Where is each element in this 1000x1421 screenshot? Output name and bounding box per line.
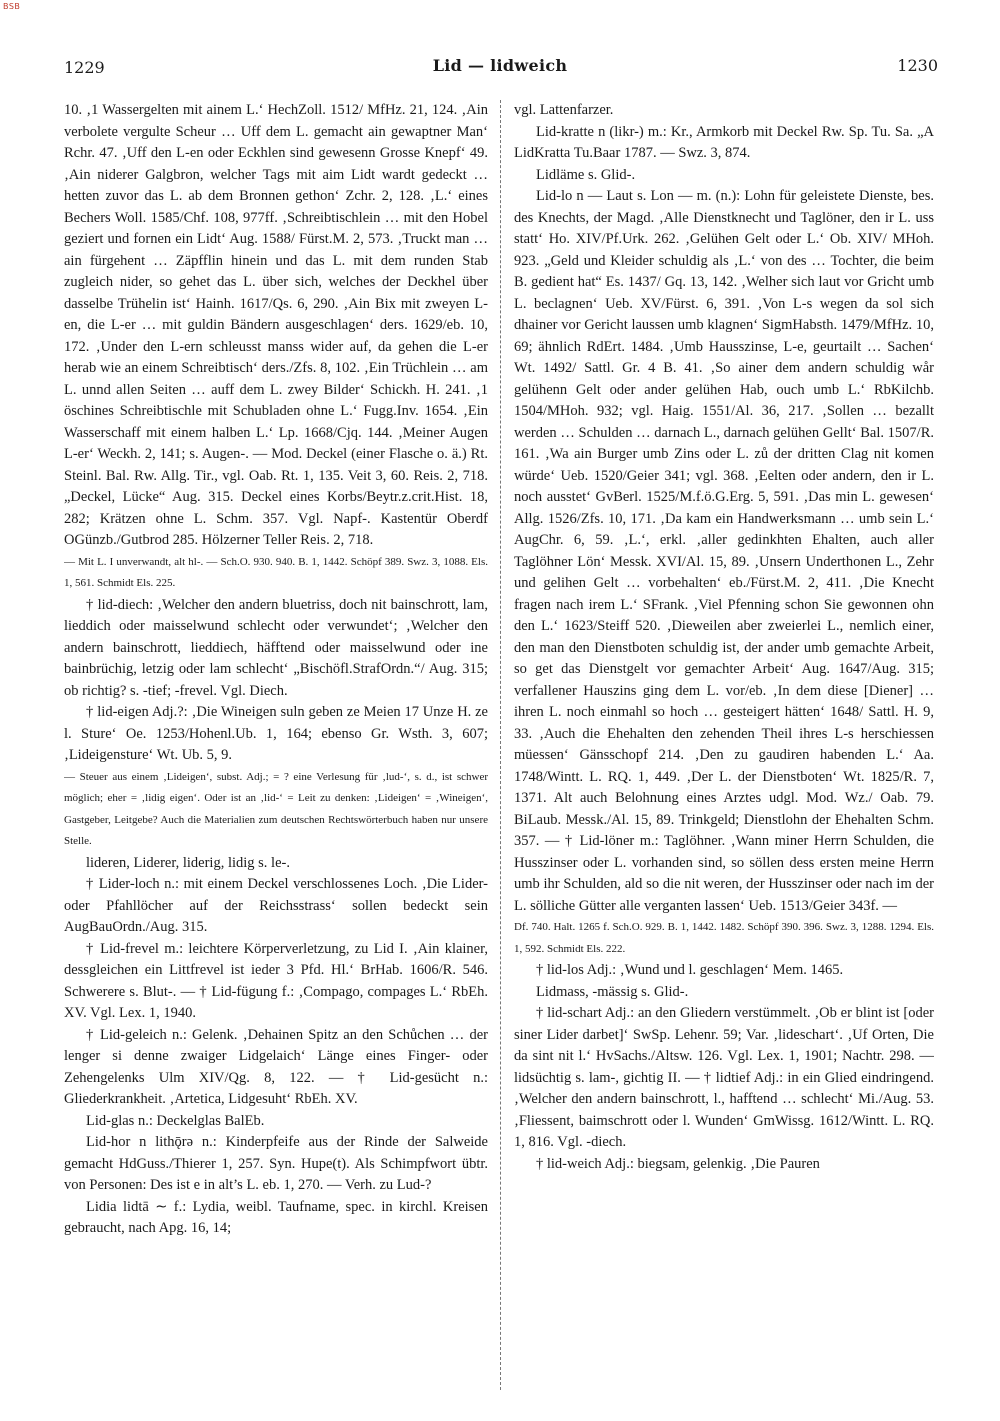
entry-paragraph: Lid-kratte n (likr-) m.: Kr., Armkorb mit Deckel Rw. Sp. Tu. Sa. „A LidKratta Tu.Baar 1787. — Swz. 3, 874. (514, 123, 934, 161)
entry-paragraph: † lid-diech: ‚Welcher den andern bluetriss, doch nit bainschrott, lam, lieddich oder maisselwund schlecht oder verwundet‘; ‚Welcher den andern bainschrott, lieddiech, häfftend oder maisselwund oder ine bainbrüchig, letzig oder lam schlecht‘ „Bischöfl.StrafOrdn.“/ Aug. 315; ob richtig? s. -tief; -frevel. Vgl. Diech. (64, 596, 488, 699)
entry-paragraph: † Lid-geleich n.: Gelenk. ‚Dehainen Spitz an den Schůchen … der lenger si denne zwaiger Lidgelaich‘ Länge eines Finger- oder Zehengelenks Ulm XIV/Qg. 8, 122. — † Lid-gesücht n.: Gliederkrankheit. ‚Artetica, Lidgesuht‘ RbEh. XV. (64, 1026, 488, 1107)
entry-paragraph: — Mit L. I unverwandt, alt hl-. — Sch.O. 930. 940. B. 1, 1442. Schöpf 389. Swz. 3, 1088. Els. 1, 561. Schmidt Els. 225. (64, 555, 488, 589)
page-number-right: 1230 (897, 56, 938, 75)
column-divider (500, 100, 502, 1390)
entry-paragraph: † Lider-loch n.: mit einem Deckel verschlossenes Loch. ‚Die Lider- oder Pfahllöcher auf der Reichsstrass‘ sollen bedeckt sein AugBauOrdn./Aug. 315. (64, 876, 488, 935)
entry-paragraph: 10. ‚1 Wassergelten mit ainem L.‘ HechZoll. 1512/ MfHz. 21, 124. ‚Ain verbolete vergulte Scheur … Uff dem L. gemacht ain gewaptner Man‘ Rchr. 47. ‚Uff den L-en oder Eckhlen sind gewesenn Grosse Knepf‘ 49. ‚Ain niderer Galgbron, welcher Tags mit aim Lidt wardt gedeckt … hetten zuvor das L. ab dem Bronnen gethon‘ Zchr. 2, 128. ‚L.‘ eines Bechers Woll. 1585/Chf. 108, 977ff. ‚Schreibtischlein … mit den Hobel geziert und fornen ein Lidt‘ Aug. 1588/ Fürst.M. 2, 573. ‚Truckt man … ain fürgehent … Zäpfflin hinein und das L. mit dem runden Stab zugleich nider, so gehet das L. über sich, welches der Deckhel über dasselbe Trühelin ist‘ Hainh. 1617/Qs. 6, 290. ‚Ain Bix mit zweyen L-en, die L-er … mit guldin Bändern ausgeschlagen‘ ders. 1629/eb. 10, 172. ‚Under den L-ern schleusst manss wider auf, da gehen die L-er herab wie an einem Schreibtisch‘ ders./Zfs. 8, 102. ‚Ein Trüchlein … am L. unnd allen Seiten … auff dem L. zwey Bilder‘ Schickh. H. 241. ‚1 öschines Schreibtischle mit Schubladen ohne L.‘ Fugg.Inv. 1654. ‚Ein Wasserschaff mit einem halben L.‘ Lp. 1668/Cjq. 144. ‚Meiner Augen L-er‘ Weckh. 2, 141; s. Augen-. — Mod. Deckel (einer Flasche o. ä.) Rt. Steinl. Bal. Rw. Allg. Tir., vgl. Oab. Rt. 1, 135. Veit 3, 60. Reis. 2, 718. „Deckel, Lücke“ Aug. 315. Deckel eines Korbs/Beytr.z.crit.Hist. 18, 282; Krätzen ohne L. Schm. 357. Vgl. Napf-. Kastentür Oberdf OGünzb./Gutbrod 285. Hölzerner Teller Reis. 2, 718. (64, 102, 488, 548)
running-title: Lid — lidweich (432, 56, 568, 75)
entry-paragraph: † lid-weich Adj.: biegsam, gelenkig. ‚Die Pauren (536, 1155, 820, 1172)
entry-paragraph: † Lid-frevel m.: leichtere Körperverletzung, zu Lid I. ‚Ain klainer, dessgleichen ein Littfrevel ist ieder 3 Pfd. Hl.‘ BrHab. 1606/R. 546. Schwerere s. Blut-. — † Lid-fügung f.: ‚Compago, compages L.‘ RbEh. XV. Vgl. Lex. 1, 1940. (64, 940, 488, 1021)
entry-paragraph: Lidmass, -mässig s. Glid-. (536, 983, 689, 1000)
entry-paragraph: Lid-glas n.: Deckelglas BalEb. (86, 1112, 265, 1129)
entry-paragraph: Lid-lo n — Laut s. Lon — m. (n.): Lohn für geleistete Dienste, bes. des Knechts, der Magd. ‚Alle Dienstknecht und Taglöner, den ir L. uss statt‘ Ho. XIV/Pf.Urk. 262. ‚Gelühen Gelt oder L.‘ Ob. XIV/ MHoh. 923. „Geld und Kleider schuldig als ‚L.‘ von des … Tochter, die beim B. gedient hat“ Es. 1437/ Gq. 13, 142. ‚Welher sich laut vor Gricht umb L. beclagnen‘ Ueb. XV/Fürst. 6, 391. ‚Von L-s wegen da sol sich dhainer vor Gericht laussen umb klagnen‘ SigmHabsth. 1479/MfHz. 10, 69; ähnlich RdErt. 1484. ‚Umb Hausszinse, L-e, geurtailt … Sachen‘ Wt. 1492/ Sattl. Gr. 4 B. 41. ‚So ainer dem andern schuldig wår gelühenn Gelt oder ander gelühen Hab, ouch umb L.‘ RbKilchb. 1504/MHoh. 932; vgl. Haig. 1551/Al. 36, 217. ‚Sollen … bezallt werden … Schulden … darnach L., darnach gelühen Gellt‘ Bal. 1507/R. 161. ‚Wa ain Burger umb Zins oder L. zů der dritten Clag nit komen würde‘ Ueb. 1520/Geier 341; vgl. 368. ‚Eelten oder andern, den ir L. noch ausstet‘ GvBerl. 1525/M.f.ö.G.Erg. 5, 591. ‚Das min L. gewesen‘ Allg. 1526/Zfs. 10, 171. ‚Da kam ein Handwerksmann … umb sein L.‘ AugChr. 6, 59. ‚L.‘, erkl. ‚aller gedinkhten Ehalten, auch aller Taglöhner Lön‘ Messk. XVI/Al. 15, 89. ‚Unsern Underthonen L., Zehr und gelihen Gelt … vorbehalten‘ eb./Fürst.M. 2, 411. ‚Die Knecht fragen nach irem L.‘ SFrank. ‚Viel Pfenning schon Sie gewonnen ohn den L.‘ 1623/Steiff 520. ‚Dieweilen aber zweierlei L., nemlich einer, den man den Dienstboten schuldig ist, der ander umb gemachte Arbeit, so get das Dienstgelt vor gemachter Arbeit‘ Aug. 1647/Aug. 315; verfallener Hauszins ging dem L. vor/eb. ‚In dem diese [Diener] … ihren L. noch einmahl so hoch … gesteigert hätten‘ 1648/ Sattl. H. 9, 33. ‚Auch die Ehehalten den zehenden Theil ihres L-s herschiessen müessen‘ Gänsschopf 214. ‚Den zu gaudiren habenden L.‘ Aa. 1748/Wintt. L. RQ. 1, 449. ‚Der L. der Dienstboten‘ Wt. 1825/R. 7, 1371. Alt auch Belohnung eines Arztes udgl. Mod. Wz./ Oab. 79. BiLaub. Messk./Al. 15, 89. Trinkgeld; Dienstlohn der Ehehalten Schm. 357. — † Lid-löner m.: Taglöhner. ‚Wann miner Herrn Schulden, die Husszinser oder L. vorhanden sind, so söllen dess ersten meine Herrn umb ihr Schulden, ald so die nit weren, der Husszinser oder nach im der L. sölliche Gütter alle verganten lassen‘ Ueb. 1513/Geier 343f. — (514, 188, 934, 914)
entry-paragraph: lideren, Liderer, liderig, lidig s. le-. (86, 854, 290, 871)
left-column (64, 100, 488, 1400)
page-header (0, 52, 1000, 82)
entry-paragraph: Df. 740. Halt. 1265 f. Sch.O. 929. B. 1, 1442. 1482. Schöpf 390. 396. Swz. 3, 1288. 1294. Els. 1, 592. Schmidt Els. 222. (514, 921, 934, 955)
entry-paragraph: Lidia lidtā ∼ f.: Lydia, weibl. Taufname, spec. in kirchl. Kreisen gebraucht, nach Apg. 16, 14; (64, 1198, 488, 1236)
entry-paragraph: † lid-schart Adj.: an den Gliedern verstümmelt. ‚Ob er blint ist [oder siner Lider darbet]‘ SwSp. Lehenr. 59; Var. ‚lideschart‘. ‚Uf Orten, Die da sint nit l.‘ HvSachs./Altsw. 126. Vgl. Lex. 1, 1901; Nachtr. 298. — lidsüchtig s. lam-, gichtig II. — † lidtief Adj.: in ein Glied eindringend. ‚Welcher den andern bainschrott, l., hafftend … schlecht‘ Mi./Aug. 53. ‚Fliessent, baimschrott oder l. Wunden‘ GmWissg. 1612/Wintt. L. RQ. 1, 816. Vgl. -diech. (514, 1005, 934, 1150)
right-column (514, 100, 934, 1400)
entry-paragraph: vgl. Lattenfarzer. (514, 102, 614, 118)
page-number-left: 1229 (64, 58, 105, 77)
entry-paragraph: Lid-hor n lithǭrə n.: Kinderpfeife aus der Rinde der Salweide gemacht HdGuss./Thierer 1, 257. Syn. Hupe(t). Als Schimpfwort übtr. von Personen: Des ist e in alt’s L. eb. 1, 270. — Verh. zu Lud-? (64, 1134, 488, 1193)
entry-paragraph: † lid-los Adj.: ‚Wund und l. geschlagen‘ Mem. 1465. (536, 962, 844, 978)
entry-paragraph: Lidläme s. Glid-. (536, 166, 636, 183)
library-stamp: BSB (3, 2, 21, 11)
entry-paragraph: † lid-eigen Adj.?: ‚Die Wineigen suln geben ze Meien 17 Unze H. ze l. Sture‘ Oe. 1253/Hohenl.Ub. 1, 164; ebenso Gr. Wsth. 3, 607; ‚Lideigensture‘ Wt. Ub. 5, 9. (64, 704, 488, 763)
entry-paragraph: — Steuer aus einem ‚Lideigen‘, subst. Adj.; = ? eine Verlesung für ‚lud-‘, s. d., ist schwer möglich; eher = ‚lidig eigen‘. Oder ist an ‚lid-‘ = Leit zu denken: ‚Lideigen‘ = ‚Wineigen‘, Gastgeber, Leitgebe? Auch die Materialien zum deutschen Rechtswörterbuch haben nur unsere Stelle. (64, 770, 488, 847)
